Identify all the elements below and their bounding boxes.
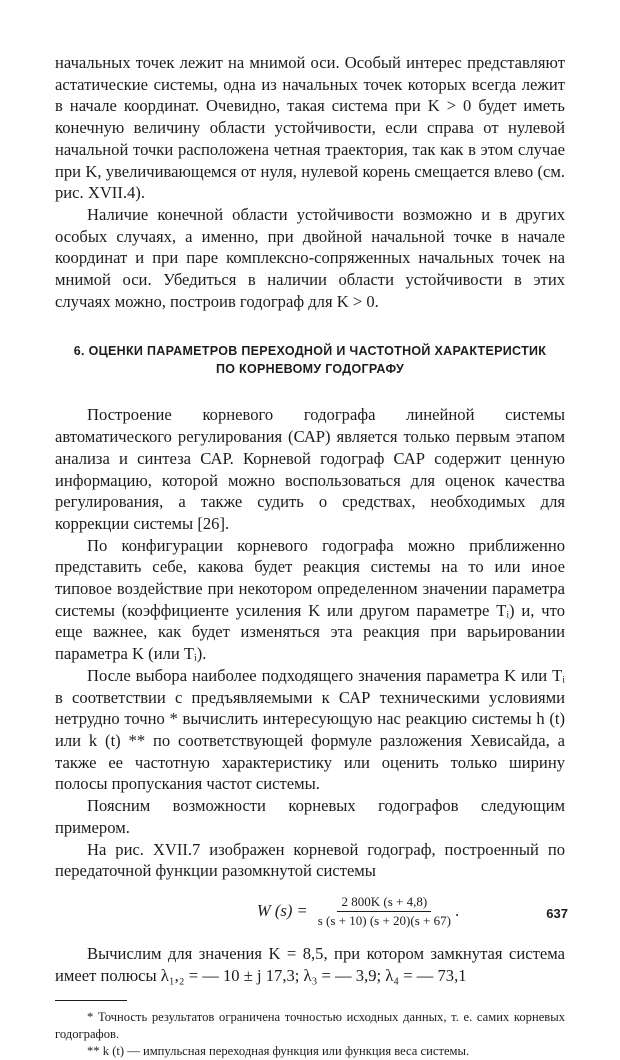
formula-denominator: s (s + 10) (s + 20)(s + 67) xyxy=(317,912,451,928)
page-number: 637 xyxy=(546,906,568,921)
intro-paragraph-2: Наличие конечной области устойчивости возможно и в других особых случаях, а именно, при двойной начальной точке в начале координат и при паре комплексно-сопряженных начальных точек на мнимой оси. Убедиться в наличии области устойчивости в этих случаях можно, построив годограф для K > 0. xyxy=(55,204,565,311)
section-paragraph-1: Построение корневого годографа линейной системы автоматического регулирования (САР) является только первым этапом анализа и синтеза САР. Корневой годограф САР содержит ценную информацию, которой можно воспользоваться для оценок качества регулирования, а также судить о средствах, необходимых для коррекции системы [26]. xyxy=(55,405,565,533)
section-heading xyxy=(55,342,565,378)
section-paragraph-3: После выбора наиболее подходящего значения параметра K или Tᵢ в соответствии с предъявляемыми к САР техническими условиями нетрудно точно * вычислить интересующую нас реакцию системы h (t) или k (t) ** по соответствующей формуле разложения Хевисайда, а также ее частотную характеристику или оценить только ширину полосы пропускания частот системы. xyxy=(55,665,565,794)
formula-numerator: 2 800K (s + 4,8) xyxy=(337,894,431,912)
section-paragraph-6: Вычислим для значения K = 8,5, при котором замкнутая система имеет полюсы λ₁,₂ = — 10 ± j 17,3; λ₃ = — 3,9; λ₄ = — 73,1 xyxy=(55,943,565,985)
formula-fraction xyxy=(318,894,451,929)
section-heading-line-2: ПО КОРНЕВОМУ ГОДОГРАФУ xyxy=(215,362,405,377)
formula-lhs: W (s) = xyxy=(256,901,308,921)
section-paragraph-5: На рис. XVII.7 изображен корневой годограф, построенный по передаточной функции разомкнутой системы xyxy=(55,839,565,881)
footnote-1: * Точность результатов ограничена точностью исходных данных, т. е. самих корневых годографов. xyxy=(55,1010,565,1042)
section-paragraph-4: Поясним возможности корневых годографов следующим примером. xyxy=(55,796,565,837)
formula-tail: . xyxy=(454,901,460,921)
intro-paragraph-1: начальных точек лежит на мнимой оси. Особый интерес представляют астатические системы, одна из начальных точек которых всегда лежит в начале координат. Очевидно, такая система при K > 0 будет иметь конечную величину области устойчивости, если справа от нулевой начальной точки расположена четная траектория, так как в этом случае при K, увеличивающемся от нуля, нулевой корень смещается влево (см. рис. XVII.4). xyxy=(55,53,565,203)
footnote-divider xyxy=(55,1000,127,1001)
section-paragraph-2: По конфигурации корневого годографа можно приближенно представить себе, какова будет реакция системы на то или иное типовое воздействие при некотором определенном значении параметра системы (коэффициенте усиления K или другом параметре Tᵢ) и, что еще важнее, как будет изменяться эта реакция при варьировании параметра K (или Tᵢ). xyxy=(55,535,565,664)
footnote-2: ** k (t) — импульсная переходная функция или функция веса системы. xyxy=(87,1044,470,1059)
transfer-function-formula xyxy=(151,894,565,929)
section-heading-line-1: 6. ОЦЕНКИ ПАРАМЕТРОВ ПЕРЕХОДНОЙ И ЧАСТОТНОЙ ХАРАКТЕРИСТИК xyxy=(73,344,547,359)
